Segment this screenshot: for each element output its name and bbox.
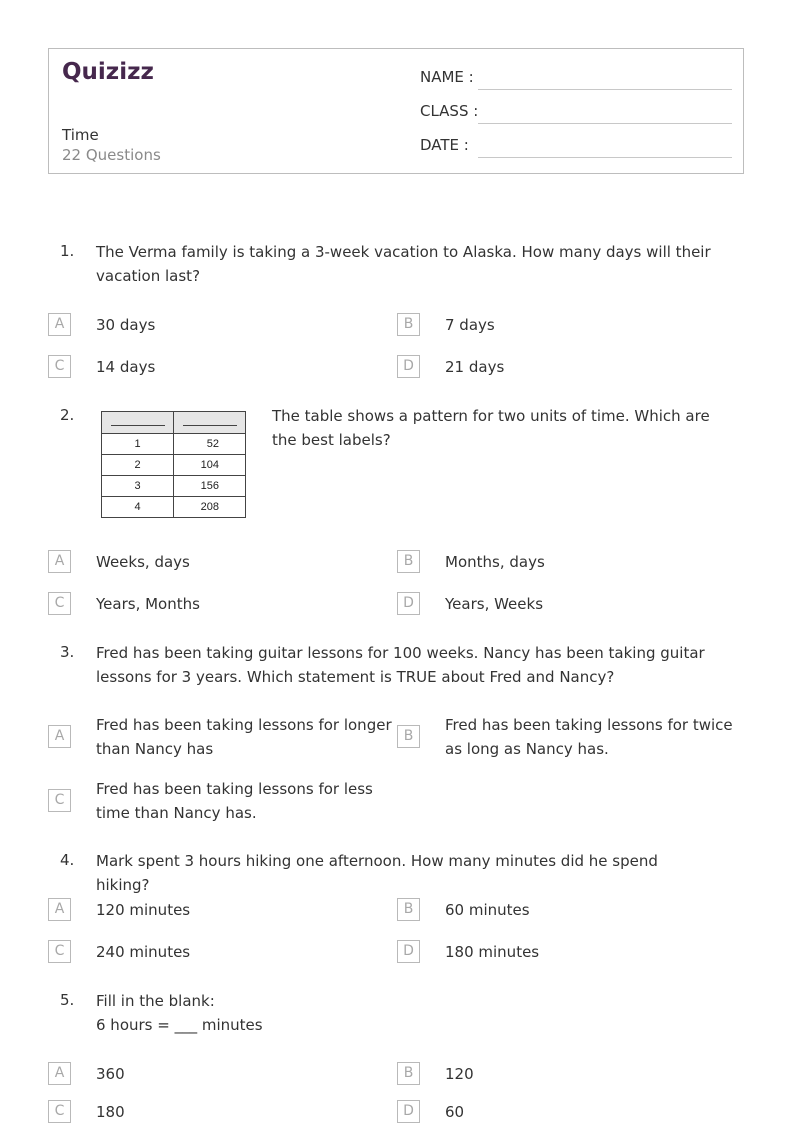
option-d-box[interactable]: D: [397, 940, 420, 963]
option-a-box[interactable]: A: [48, 1062, 71, 1085]
option-a-box[interactable]: A: [48, 725, 71, 748]
option-text: Months, days: [445, 553, 545, 571]
question-number: 3.: [60, 643, 75, 661]
option-text: Fred has been taking lessons for less time than Nancy has.: [96, 780, 373, 822]
option-text: 14 days: [96, 358, 156, 376]
option-text: 120: [445, 1065, 474, 1083]
option-text: 7 days: [445, 316, 495, 334]
option-text: 360: [96, 1065, 125, 1083]
question-text: Mark spent 3 hours hiking one afternoon. How many minutes did he spend hiking?: [96, 852, 658, 894]
option-b-box[interactable]: B: [397, 898, 420, 921]
option-b-box[interactable]: B: [397, 550, 420, 573]
table-cell: 2: [102, 455, 174, 476]
option-text: Fred has been taking lessons for twice as long as Nancy has.: [445, 716, 733, 758]
question-text-line1: Fill in the blank:: [96, 992, 215, 1010]
table-row: [102, 434, 246, 455]
option-text: 21 days: [445, 358, 505, 376]
option-text: Years, Weeks: [445, 595, 544, 613]
option-text: 120 minutes: [96, 901, 191, 919]
table-cell: 52: [174, 434, 246, 455]
option-text: 240 minutes: [96, 943, 191, 961]
option-d-box[interactable]: D: [397, 355, 420, 378]
table-cell: 104: [174, 455, 246, 476]
table-cell: 4: [102, 497, 174, 518]
option-d-box[interactable]: D: [397, 592, 420, 615]
option-b-box[interactable]: B: [397, 313, 420, 336]
option-d-box[interactable]: D: [397, 1100, 420, 1123]
table-cell: 3: [102, 476, 174, 497]
blank-header-cell: [102, 412, 174, 434]
question-text-line2: 6 hours = ___ minutes: [96, 1016, 263, 1034]
blank-header-cell: [174, 412, 246, 434]
question-number: 4.: [60, 851, 75, 869]
option-a-box[interactable]: A: [48, 313, 71, 336]
option-text: Weeks, days: [96, 553, 190, 571]
option-c-box[interactable]: C: [48, 789, 71, 812]
option-b-box[interactable]: B: [397, 1062, 420, 1085]
question-number: 5.: [60, 991, 75, 1009]
question-text: The Verma family is taking a 3-week vacation to Alaska. How many days will their vacation last?: [96, 243, 711, 285]
option-c-box[interactable]: C: [48, 1100, 71, 1123]
table-cell: 208: [174, 497, 246, 518]
question-count: 22 Questions: [62, 146, 161, 164]
worksheet-title: Time: [62, 126, 99, 144]
option-text: 60: [445, 1103, 465, 1121]
option-c-box[interactable]: C: [48, 592, 71, 615]
option-text: Years, Months: [96, 595, 200, 613]
option-text: Fred has been taking lessons for longer than Nancy has: [96, 716, 392, 758]
table-cell: 1: [102, 434, 174, 455]
question-number: 1.: [60, 242, 75, 260]
table-row: [102, 476, 246, 497]
table-header-row: [102, 412, 246, 434]
table-cell: 156: [174, 476, 246, 497]
option-b-box[interactable]: B: [397, 725, 420, 748]
quizizz-logo: Quizizz: [62, 59, 154, 85]
option-text: 30 days: [96, 316, 156, 334]
option-text: 180 minutes: [445, 943, 540, 961]
question-text: The table shows a pattern for two units of time. Which are the best labels?: [272, 407, 710, 449]
question-number: 2.: [60, 406, 75, 424]
option-c-box[interactable]: C: [48, 940, 71, 963]
date-label: DATE :: [420, 136, 469, 154]
option-text: 60 minutes: [445, 901, 530, 919]
worksheet-header: [48, 48, 744, 174]
table-row: [102, 497, 246, 518]
class-label: CLASS :: [420, 102, 479, 120]
name-field[interactable]: [478, 89, 732, 90]
option-c-box[interactable]: C: [48, 355, 71, 378]
option-a-box[interactable]: A: [48, 898, 71, 921]
table-row: [102, 455, 246, 476]
question-text: Fred has been taking guitar lessons for 100 weeks. Nancy has been taking guitar lessons for 3 years. Which statement is TRUE about Fred and Nancy?: [96, 644, 705, 686]
option-text: 180: [96, 1103, 125, 1121]
pattern-table: [101, 411, 246, 518]
date-field[interactable]: [478, 157, 732, 158]
option-a-box[interactable]: A: [48, 550, 71, 573]
class-field[interactable]: [478, 123, 732, 124]
name-label: NAME :: [420, 68, 474, 86]
